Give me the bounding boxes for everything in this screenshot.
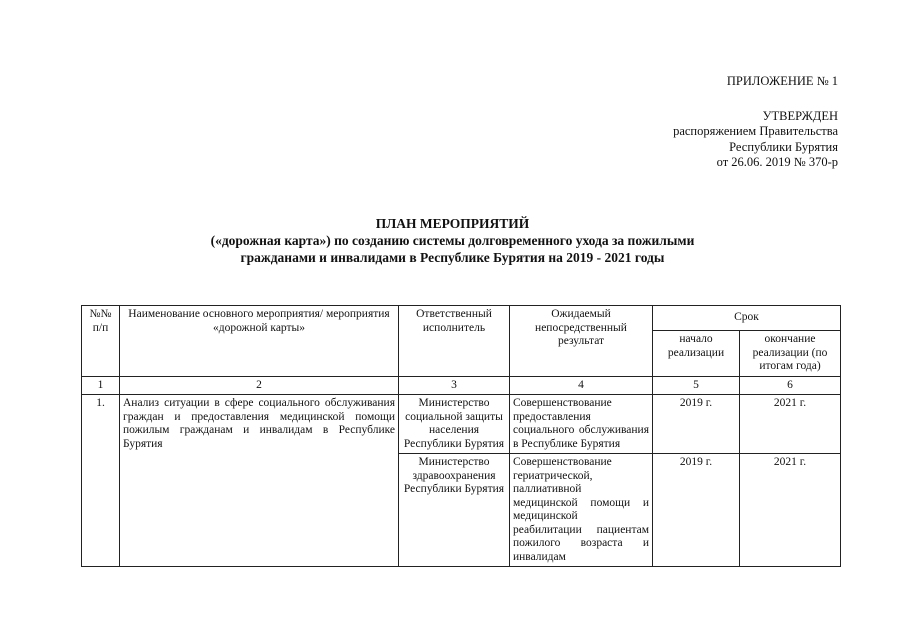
approval-block	[673, 74, 838, 171]
title-line-2: («дорожная карта») по созданию системы долговременного ухода за пожилыми	[210, 233, 695, 248]
end-cell: 2021 г.	[740, 454, 841, 567]
approval-line-2: Республики Бурятия	[729, 139, 838, 154]
result-cell: Совершенствование гериатрической, паллиативной медицинской помощи и медицинской реабилитации пациентам пожилого возраста и инвалидам	[510, 454, 653, 567]
header-name: Наименование основного мероприятия/ мероприятия «дорожной карты»	[120, 306, 399, 377]
approval-line-1: распоряжением Правительства	[673, 124, 838, 138]
column-number: 2	[120, 376, 399, 395]
annex-label: ПРИЛОЖЕНИЕ № 1	[726, 74, 838, 88]
column-number-row	[82, 376, 841, 395]
column-number: 1	[82, 376, 120, 395]
header-num: №№ п/п	[82, 306, 120, 377]
executor-cell: Министерство социальной защиты населения Республики Бурятия	[399, 395, 510, 454]
header-executor: Ответственный исполнитель	[399, 306, 510, 377]
title-line-3: гражданами и инвалидами в Республике Бурятия на 2019 - 2021 годы	[240, 250, 665, 265]
header-result: Ожидаемый непосредственный результат	[510, 306, 653, 377]
activity-name: Анализ ситуации в сфере социального обслуживания граждан и предоставления медицинской помощи пожилым гражданам и инвалидам в Республике Бурятия	[120, 395, 399, 567]
document-title	[0, 215, 905, 266]
row-number: 1.	[82, 395, 120, 567]
table-row	[82, 395, 841, 454]
column-number: 3	[399, 376, 510, 395]
end-cell: 2021 г.	[740, 395, 841, 454]
plan-table	[81, 305, 841, 567]
header-end: окончание реализации (по итогам года)	[740, 331, 841, 377]
approval-date-number: от 26.06. 2019 № 370-р	[716, 155, 838, 169]
start-cell: 2019 г.	[653, 454, 740, 567]
executor-cell: Министерство здравоохранения Республики Бурятия	[399, 454, 510, 567]
column-number: 4	[510, 376, 653, 395]
header-term: Срок	[653, 306, 841, 331]
column-number: 6	[740, 376, 841, 395]
column-number: 5	[653, 376, 740, 395]
approved-label: УТВЕРЖДЕН	[762, 108, 838, 123]
header-start: начало реализации	[653, 331, 740, 377]
title-line-1: ПЛАН МЕРОПРИЯТИЙ	[375, 216, 530, 231]
result-cell: Совершенствование предоставления социального обслуживания в Республике Бурятия	[510, 395, 653, 454]
start-cell: 2019 г.	[653, 395, 740, 454]
table-header-row	[82, 306, 841, 331]
